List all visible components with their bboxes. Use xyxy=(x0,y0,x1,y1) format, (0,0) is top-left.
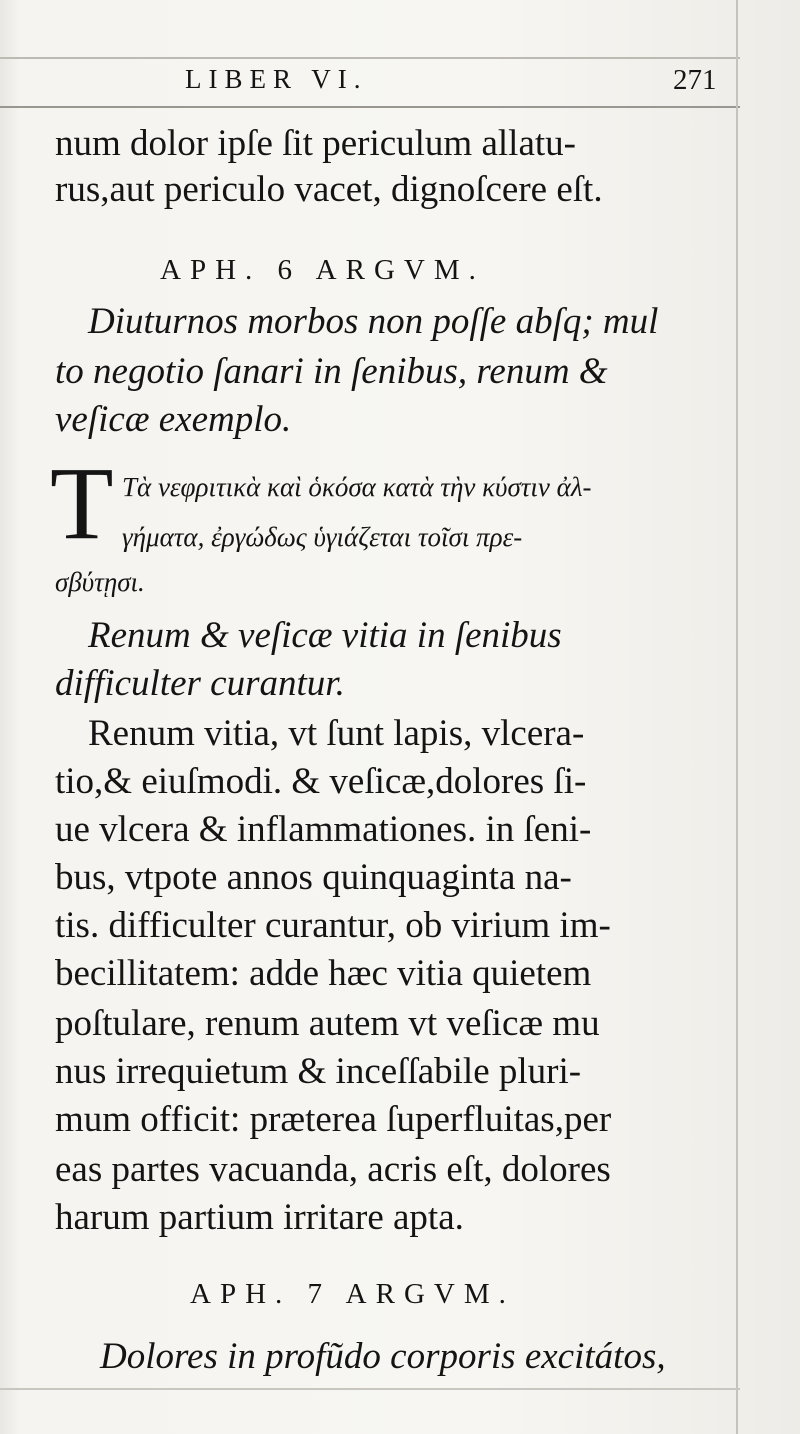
greek-line: Τὰ νεφριτικὰ καὶ ὁκόσα κατὰ τὴν κύστιν ἀλ- xyxy=(122,472,592,502)
commentary-line: poſtulare, renum autem vt veſicæ mu xyxy=(55,1003,600,1044)
translation-line: difficulter curantur. xyxy=(55,663,345,704)
commentary-line: mum officit: præterea ſuperfluitas,per xyxy=(55,1099,612,1140)
commentary-line: becillitatem: adde hæc vitia quietem xyxy=(55,953,592,994)
argument-line: veſicæ exemplo. xyxy=(55,399,292,440)
drop-cap-initial: Τ xyxy=(50,446,114,561)
running-head: LIBER VI. xyxy=(185,64,368,94)
argument-line: Dolores in profũdo corporis excitátos, xyxy=(100,1336,666,1377)
header-rule xyxy=(0,106,740,108)
greek-line: σβύτῃσι. xyxy=(55,567,145,597)
argument-line: to negotio ſanari in ſenibus, renum & xyxy=(55,351,608,392)
bottom-edge-line xyxy=(0,1388,740,1390)
commentary-line: tio,& eiuſmodi. & veſicæ,dolores ſi- xyxy=(55,761,587,802)
commentary-line: Renum vitia, vt ſunt lapis, vlcera- xyxy=(88,713,585,754)
commentary-line: bus, vtpote annos quinquaginta na- xyxy=(55,857,572,898)
commentary-line: ue vlcera & inflammationes. in ſeni- xyxy=(55,809,592,850)
translation-line: Renum & veſicæ vitia in ſenibus xyxy=(88,615,562,656)
page-header xyxy=(185,64,735,104)
argument-line: Diuturnos morbos non poſſe abſq; mul xyxy=(88,301,659,342)
commentary-line: nus irrequietum & inceſſabile pluri- xyxy=(55,1051,582,1092)
text-line: num dolor ipſe ſit periculum allatu- xyxy=(55,123,576,164)
greek-line: γήματα, ἐργώδως ὑγιάζεται τοῖσι πρε- xyxy=(122,522,523,552)
commentary-line: tis. difficulter curantur, ob virium im- xyxy=(55,905,611,946)
page-number: 271 xyxy=(673,64,717,96)
text-line: rus,aut periculo vacet, dignoſcere eſt. xyxy=(55,169,603,210)
commentary-line: harum partium irritare apta. xyxy=(55,1197,464,1238)
aphorism-heading: APH. 6 ARGVM. xyxy=(160,254,485,286)
aphorism-heading: APH. 7 ARGVM. xyxy=(190,1278,515,1310)
right-edge-line xyxy=(736,0,738,1434)
commentary-line: eas partes vacuanda, acris eſt, dolores xyxy=(55,1149,611,1190)
top-edge-line xyxy=(0,57,740,59)
